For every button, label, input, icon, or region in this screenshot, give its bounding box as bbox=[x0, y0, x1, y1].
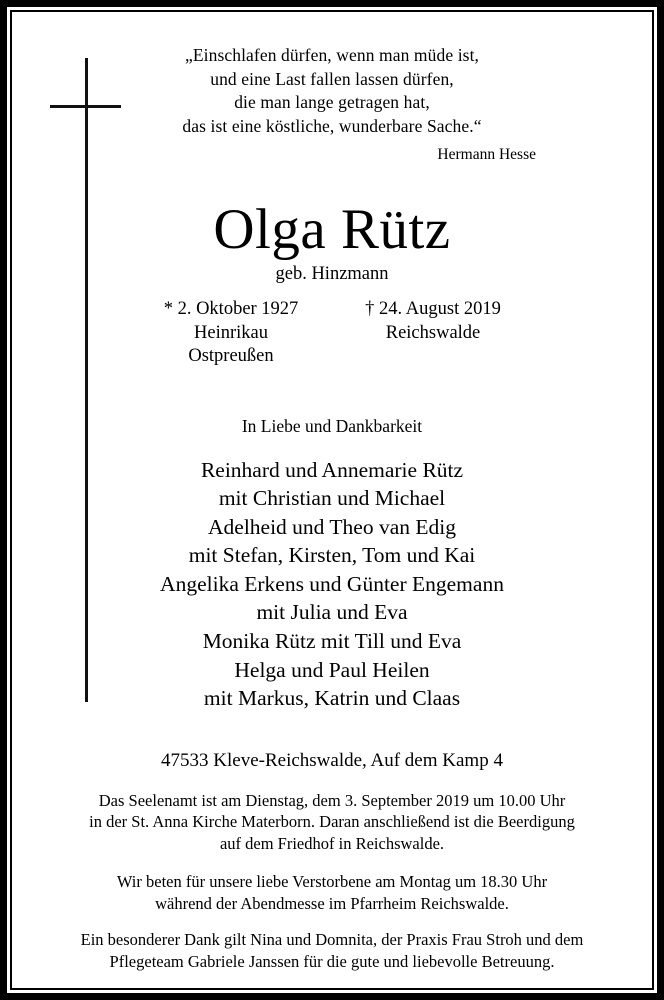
quote-line: die man lange getragen hat, bbox=[234, 92, 430, 112]
family-line: mit Markus, Katrin und Claas bbox=[203, 686, 461, 711]
life-dates bbox=[18, 298, 646, 369]
family-names bbox=[18, 456, 646, 713]
mourning-address: 47533 Kleve-Reichswalde, Auf dem Kamp 4 bbox=[161, 749, 503, 771]
service-line: auf dem Friedhof in Reichswalde. bbox=[219, 833, 445, 853]
family-line: mit Julia und Eva bbox=[256, 600, 408, 625]
thanks-note bbox=[18, 929, 646, 972]
thanks-line: Ein besonderer Dank gilt Nina und Domnita, der Praxis Frau Stroh und dem bbox=[80, 930, 584, 950]
family-line: mit Stefan, Kirsten, Tom und Kai bbox=[188, 543, 476, 568]
birth-place-1: Heinrikau bbox=[194, 322, 268, 343]
quote-line: und eine Last fallen lassen dürfen, bbox=[210, 68, 454, 89]
prayer-info bbox=[18, 871, 646, 914]
death-date-text: 24. August 2019 bbox=[379, 299, 501, 319]
service-line: in der St. Anna Kirche Materborn. Daran anschließend ist die Beerdigung bbox=[89, 812, 575, 832]
prayer-line: Wir beten für unsere liebe Verstorbene am Montag um 18.30 Uhr bbox=[116, 872, 548, 892]
family-line: Adelheid und Theo van Edig bbox=[208, 514, 456, 539]
family-line: Reinhard und Annemarie Rütz bbox=[200, 457, 464, 482]
prayer-line: während der Abendmesse im Pfarrheim Reichswalde. bbox=[155, 893, 509, 913]
family-line: Angelika Erkens und Günter Engemann bbox=[160, 571, 504, 596]
funeral-service-info bbox=[18, 790, 646, 855]
death-date bbox=[343, 298, 523, 322]
memorial-quote bbox=[18, 44, 646, 138]
quote-line: das ist eine köstliche, wunderbare Sache.“ bbox=[182, 115, 482, 136]
dedication-text: In Liebe und Dankbarkeit bbox=[241, 415, 423, 436]
death-block bbox=[343, 298, 523, 345]
birth-place-2: Ostpreußen bbox=[188, 346, 274, 366]
family-line: mit Christian und Michael bbox=[218, 486, 446, 511]
death-place-1: Reichswalde bbox=[385, 322, 481, 343]
quote-line: „Einschlafen dürfen, wenn man müde ist, bbox=[184, 45, 480, 65]
quote-attribution: Hermann Hesse bbox=[437, 146, 536, 163]
thanks-line: Pflegeteam Gabriele Janssen für die gute und liebevolle Betreuung. bbox=[109, 951, 555, 971]
deceased-name: Olga Rütz bbox=[213, 198, 451, 261]
death-symbol: † bbox=[365, 299, 375, 319]
family-line: Helga und Paul Heilen bbox=[234, 657, 430, 682]
notice-content bbox=[18, 18, 646, 982]
service-line: Das Seelenamt ist am Dienstag, dem 3. September 2019 um 10.00 Uhr bbox=[98, 790, 566, 810]
birth-date-text: 2. Oktober 1927 bbox=[177, 299, 299, 319]
birth-block bbox=[141, 298, 321, 369]
family-line: Monika Rütz mit Till und Eva bbox=[202, 629, 462, 654]
birth-date bbox=[141, 298, 321, 322]
birth-symbol: * bbox=[163, 299, 173, 319]
deceased-maiden-name: geb. Hinzmann bbox=[275, 264, 389, 284]
